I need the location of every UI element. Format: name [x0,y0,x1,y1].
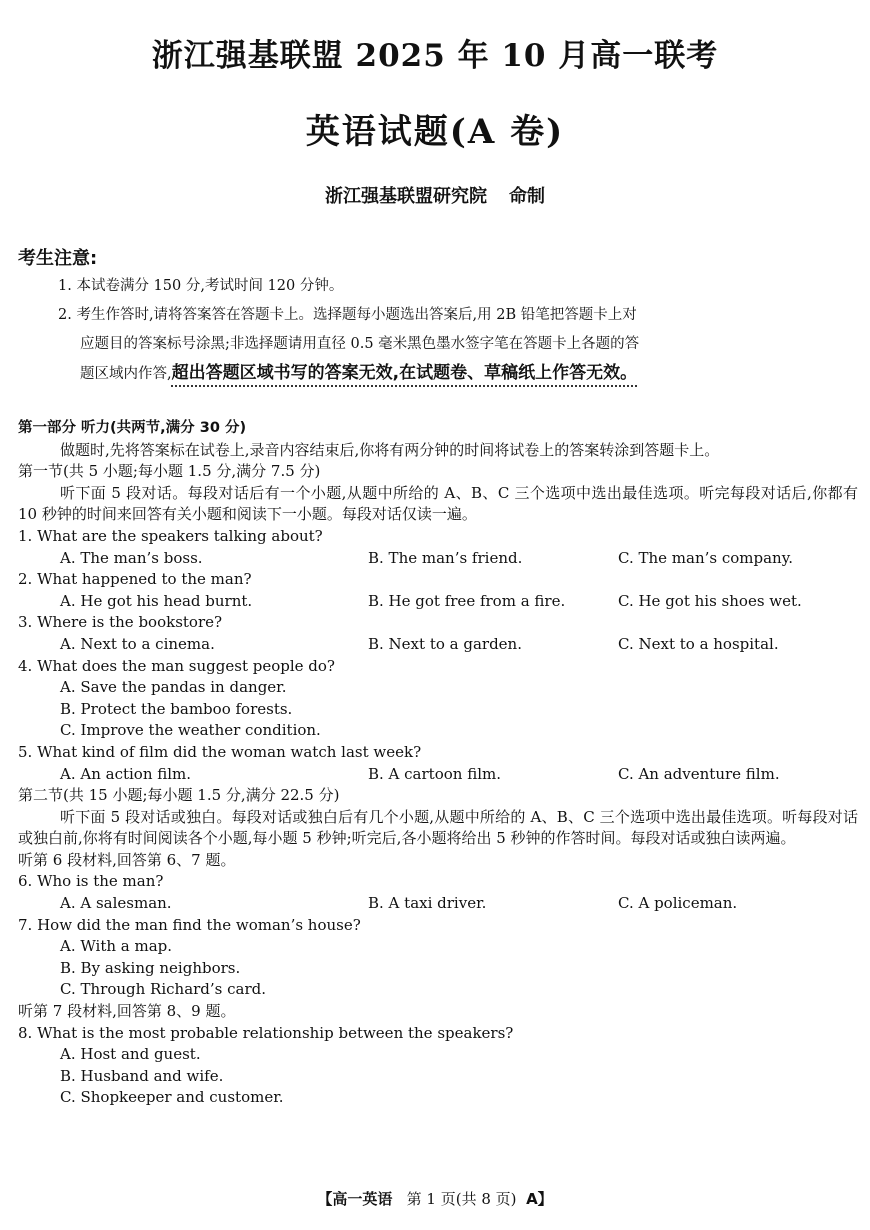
question-1-options [18,548,858,570]
footer-label: 【高一英语 [317,1190,393,1208]
option-a: A. He got his head burnt. [60,591,253,610]
option-c: C. Next to a hospital. [618,634,779,653]
section1-heading: 第一节(共 5 小题;每小题 1.5 分,满分 7.5 分) [18,462,321,481]
notice-heading: 考生注意: [18,248,98,269]
question-6-options [18,893,858,915]
option-b: B. By asking neighbors. [60,958,241,977]
part1-heading: 第一部分 听力(共两节,满分 30 分) [18,420,247,436]
exam-subtitle: 英语试题(A 卷) [305,112,565,152]
notice-item-2c-text: 题区域内作答, [80,366,172,382]
option-a: A. Save the pandas in danger. [60,678,287,697]
material-7-note: 听第 7 段材料,回答第 8、9 题。 [18,1002,236,1021]
question-5-options [18,764,858,786]
option-c: C. Through Richard’s card. [60,980,267,999]
question-8-stem: 8. What is the most probable relationship between the speakers? [18,1023,514,1042]
section1-intro: 听下面 5 段对话。每段对话后有一个小题,从题中所给的 A、B、C 三个选项中选出最佳选项。听完每段对话后,你都有 10 秒钟的时间来回答有关小题和阅读下一小题。每段对话仅读一遍。 [18,483,858,524]
option-b: B. A taxi driver. [368,894,487,913]
notice-item-2b: 应题目的答案标号涂黑;非选择题请用直径 0.5 毫米黑色墨水签字笔在答题卡上各题的答 [80,336,640,352]
notice-item-2a: 2. 考生作答时,请将答案答在答题卡上。选择题每小题选出答案后,用 2B 铅笔把答题卡上对 [58,307,637,323]
question-3-options [18,634,858,656]
option-b: B. He got free from a fire. [368,591,566,610]
section2-intro: 听下面 5 段对话或独白。每段对话或独白后有几个小题,从题中所给的 A、B、C 三个选项中选出最佳选项。听每段对话或独白前,你将有时间阅读各个小题,每小题 5 秒钟;听完后,各小题将给出 5 秒钟的作答时间。每段对话或独白读两遍。 [18,807,858,848]
question-6-stem: 6. Who is the man? [18,872,164,891]
option-a: A. Host and guest. [60,1045,201,1064]
option-c: C. An adventure film. [618,764,780,783]
part1-intro: 做题时,先将答案标在试卷上,录音内容结束后,你将有两分钟的时间将试卷上的答案转涂到答题卡上。 [60,440,720,459]
page-footer [0,1188,870,1209]
footer-page-number: 第 1 页(共 8 页) [406,1190,517,1208]
option-c: C. He got his shoes wet. [618,591,802,610]
option-a: A. A salesman. [60,894,172,913]
exam-title: 浙江强基联盟 2025 年 10 月高一联考 [151,38,719,74]
option-c: C. Shopkeeper and customer. [60,1088,284,1107]
question-2-stem: 2. What happened to the man? [18,570,252,589]
option-b: B. Next to a garden. [368,634,522,653]
option-c: C. A policeman. [618,894,738,913]
question-5-stem: 5. What kind of film did the woman watch last week? [18,742,422,761]
question-7-stem: 7. How did the man find the woman’s house? [18,915,361,934]
listening-part [18,418,858,1109]
footer-edition: A】 [526,1190,553,1208]
material-6-note: 听第 6 段材料,回答第 6、7 题。 [18,850,236,869]
section2-heading: 第二节(共 15 小题;每小题 1.5 分,满分 22.5 分) [18,786,340,805]
question-3-stem: 3. Where is the bookstore? [18,613,223,632]
option-b: B. The man’s friend. [368,548,523,567]
question-4-stem: 4. What does the man suggest people do? [18,656,335,675]
option-b: B. A cartoon film. [368,764,501,783]
maker-line [0,182,870,208]
notice-block [58,272,858,389]
notice-emphasis: 超出答题区域书写的答案无效,在试题卷、草稿纸上作答无效。 [171,363,638,383]
notice-item-1: 1. 本试卷满分 150 分,考试时间 120 分钟。 [58,278,344,294]
option-c: C. The man’s company. [618,548,793,567]
question-2-options [18,591,858,613]
option-b: B. Husband and wife. [60,1066,224,1085]
option-c: C. Improve the weather condition. [60,721,321,740]
option-b: B. Protect the bamboo forests. [60,699,293,718]
maker-org: 浙江强基联盟研究院 [325,186,487,207]
option-a: A. An action film. [60,764,192,783]
question-1-stem: 1. What are the speakers talking about? [18,526,323,545]
option-a: A. Next to a cinema. [60,634,215,653]
notice-item-2c [58,359,858,389]
maker-label: 命制 [509,186,545,207]
option-a: A. With a map. [60,937,173,956]
option-a: A. The man’s boss. [60,548,203,567]
